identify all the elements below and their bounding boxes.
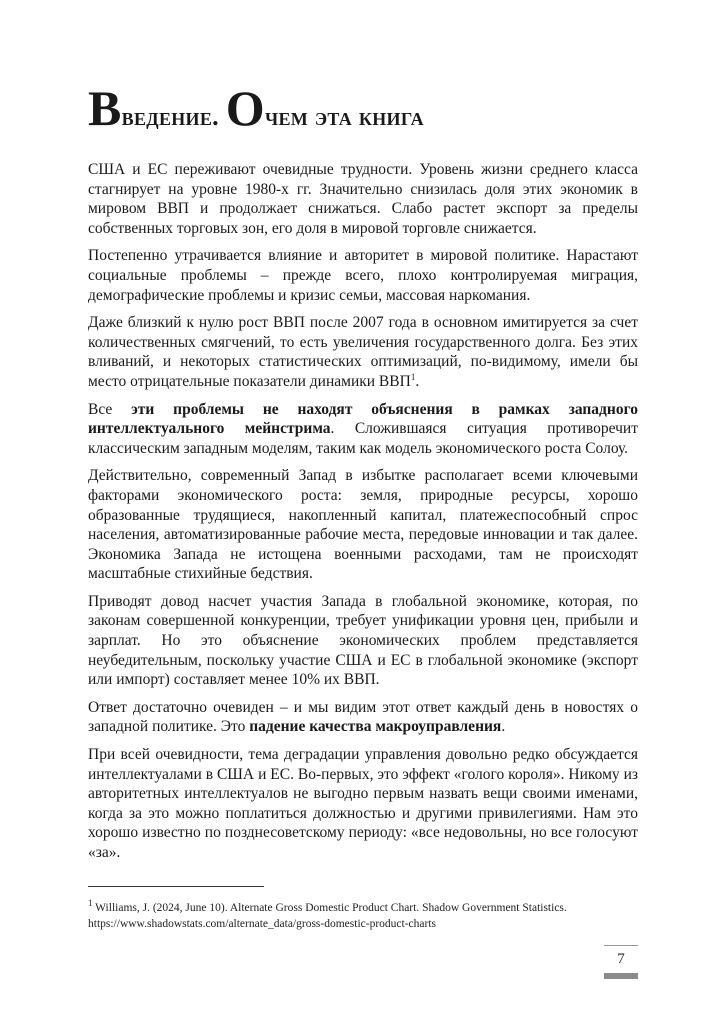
paragraph-3-end: .: [415, 372, 420, 390]
footnote-ref-1[interactable]: 1: [410, 371, 416, 382]
paragraph-8: При всей очевидности, тема деградации управления довольно редко обсуждается интеллектуалами в США и ЕС. Во-первых, это эффект «голого короля». Никому из авторитетных интеллектуалов не выгодно первым назвать вещи своими именами, когда за это можно поплатиться должностью и другими привилегиями. Нам это хорошо известно по позднесоветскому периоду: «все недовольны, но все голосуют «за».: [88, 746, 638, 861]
paragraph-1: США и ЕС переживают очевидные трудности. Уровень жизни среднего класса стагнирует на уровне 1980-х гг. Значительно снизилась доля этих экономик в мировом ВВП и продолжает снижаться. Слабо растет экспорт за пределы собственных торговых зон, его доля в мировой торговле снижается.: [88, 161, 638, 237]
paragraph-3: [88, 313, 638, 391]
paragraph-2: Постепенно утрачивается влияние и авторитет в мировой политике. Нарастают социальные проблемы – прежде всего, плохо контролируемая миграция, демографические проблемы и кризис семьи, массовая наркомания.: [88, 247, 638, 304]
paragraph-7-start: Ответ достаточно очевиден – и мы видим этот ответ каждый день в новостях о западной политике. Это: [88, 698, 638, 736]
paragraph-6: Приводят довод насчет участия Запада в глобальной экономике, которая, по законам совершенной конкуренции, требует унификации уровня цен, прибыли и зарплат. Но это объяснение экономических проблем представляется неубедительным, поскольку участие США и ЕС в глобальной экономике (экспорт или импорт) составляет менее 10% их ВВП.: [88, 592, 638, 689]
footnote-divider: [88, 886, 264, 887]
footnote-number: 1: [88, 898, 93, 909]
footnote-text: Williams, J. (2024, June 10). Alternate Gross Domestic Product Chart. Shadow Government Statistics. https://www.shadowstats.com/alternate_data/gross-domestic-product-charts: [88, 902, 567, 930]
footnote: [88, 900, 638, 932]
paragraph-3-text: Даже близкий к нулю рост ВВП после 2007 года в основном имитируется за счет количественных смягчений, то есть увеличения государственного долга. Без этих вливаний, и некоторых статистических оптимизаций, по-видимому, имели бы место отрицательные показатели динамики ВВП: [88, 314, 638, 390]
paragraph-5: Действительно, современный Запад в избытке располагает всеми ключевыми факторами экономического роста: земля, природные ресурсы, хорошо образованные трудящиеся, накопленный капитал, платежеспособный спрос населения, автоматизированные рабочие места, передовые инновации и так далее. Экономика Запада не истощена военными расходами, там не происходят масштабные стихийные бедствия.: [88, 467, 638, 583]
paragraph-4-end: . Сложившаяся ситуация противоречит классическим западным моделям, таким как модель экономического роста Солоу.: [88, 420, 638, 457]
title-initial-2: О: [225, 80, 265, 136]
chapter-title: [88, 82, 424, 143]
paragraph-7-bold: падение качества макроуправления: [249, 718, 502, 736]
paragraph-4: [88, 400, 638, 459]
body-text: [88, 160, 638, 871]
paragraph-4-start: Все: [88, 400, 132, 418]
paragraph-4-bold: эти проблемы не находят объяснения в рамках западного интеллектуального мейнстрима: [88, 400, 638, 438]
title-rest-1: ведение.: [121, 102, 219, 131]
title-initial-1: В: [88, 80, 122, 136]
page-number-bar: [604, 973, 638, 979]
paragraph-7: [88, 698, 638, 737]
title-rest-2: чем эта книга: [264, 102, 424, 131]
page-number-rule: [604, 945, 638, 946]
paragraph-7-end: .: [501, 718, 506, 736]
page-number: 7: [617, 951, 625, 967]
